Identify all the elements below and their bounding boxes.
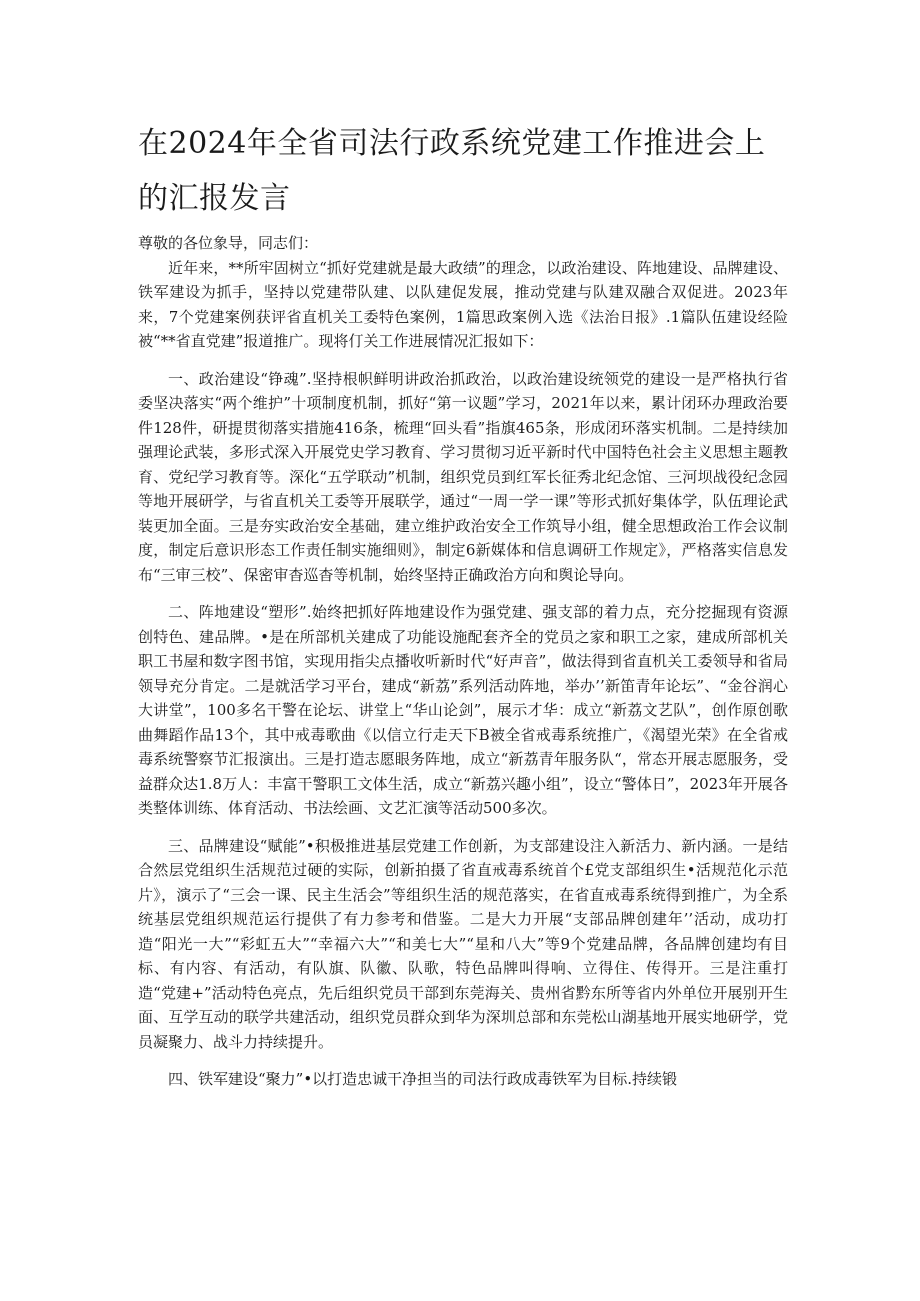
document-body [138,231,788,1092]
paragraph-position-building: 二、阵地建设“塑形”.始终把抓好阵地建设作为强党建、强支部的着力点，充分挖掘现有资源创特色、建品牌。•是在所部机关建成了功能设施配套齐全的党员之家和职工之家，建成所部机关职工书屋和数字图书馆，实现用指尖点播收听新时代“好声音”，做法得到省直机关工委领导和省局领导充分肯定。二是就活学习平台，建成“新荔”系列活动阵地，举办’’新笛青年论坛”、“金谷润心大讲堂”，100多名干警在论坛、讲堂上“华山论剑”，展示才华：成立“新荔文艺队”，创作原创歌曲舞蹈作品13个，其中戒毒歌曲《以信立行走天下B被全省戒毒系统推广，《渴望光荣》在全省戒毒系统警察节汇报演出。三是打造志愿眼务阵地，成立“新荔青年服务队“，常态开展志愿服务，受益群众达1.8万人：丰富干警职工文体生活，成立“新荔兴趣小组”，设立“警体日”，2023年开展各类整体训练、体育活动、书法绘画、文艺汇演等活动500多次。 [138,603,788,817]
paragraph-intro: 近年来，**所牢固树立“抓好党建就是最大政绩”的理念，以政治建设、阵地建设、品牌建设、铁军建设为抓手，坚持以党建带队建、以队建促发展，推动党建与队建双融合双促进。2023年来，7个党建案例获评省直机关工委特色案例，1篇思政案例入选《法治日报》.1篇队伍建设经险被“**省直党建”报道推广。现将仃关工作进展情况汇报如下： [138,258,788,350]
paragraph-iron-army-building: 四、铁军建设“聚力”•以打造忠诚干净担当的司法行政成毒铁军为目标.持续锻 [168,1070,677,1088]
paragraph-brand-building: 三、品牌建设“赋能”•积极推进基层党建工作创新，为支部建设注入新活力、新内涵。一是结合然层党组织生活规范过硬的实际，创新拍摄了省直戒毒系统首个£党支部组织生•活规范化示范片》，演示了“三会一课、民主生活会”等组织生活的规范落实，在省直戒毒系统得到推广，为全系统基层党组织规范运行提供了有力参考和借鉴。二是大力开展“支部品牌创建年’’活动，成功打造“阳光一大”“彩虹五大”“幸福六大”“和美七大”“星和八大”等9个党建品牌，各品牌创建均有目标、有内容、有活动，有队旗、队徽、队歌，特色品牌叫得响、立得住、传得开。三是注重打造“党建+”活动特色亮点，先后组织党员干部到东莞海关、贵州省黔东所等省内外单位开展别开生面、互学互动的联学共建活动，组织党员群众到华为深圳总部和东莞松山湖基地开展实地研学，党员凝聚力、战斗力持续提升。 [138,836,788,1051]
paragraph-political-building: 一、政治建设“铮魂”.坚持根帜鲜明讲政治抓政治，以政治建设统领党的建设一是严格执行省委坚决落实“两个维护”十项制度机制，抓好“第一议题”学习，2021年以来，累计闭环办理政治要件128件，研提贯彻落实措施416条，梳理“回头看”指旗465条，形成闭环落实机制。二是持续加强理论武装，多形式深入开展党史学习教育、学习贯彻习近平新时代中国特色社会主义思想主题教育、党纪学习教育等。深化“五学联动”机制，组织党员到红军长征秀北纪念馆、三河坝战役纪念园等地开展研学，与省直机关工委等开展联学，通过“一周一学一课”等形式抓好集体学，队伍理论武装更加全面。三是夯实政治安全基础，建立维护政治安全工作筑导小组，健全思想政治工作会议制度，制定后意识形态工作责任制实施细则》，制定6新媒体和信息调研工作规定》，严格落实信息发布“三审三校”、保密审杳巡杳等机制，始终坚持正确政治方向和舆论导向。 [138,369,788,584]
document-title: 在2024年全省司法行政系统党建工作推进会上的汇报发言 [138,126,766,216]
salutation: 尊敬的各位象导，同志们： [138,234,319,252]
